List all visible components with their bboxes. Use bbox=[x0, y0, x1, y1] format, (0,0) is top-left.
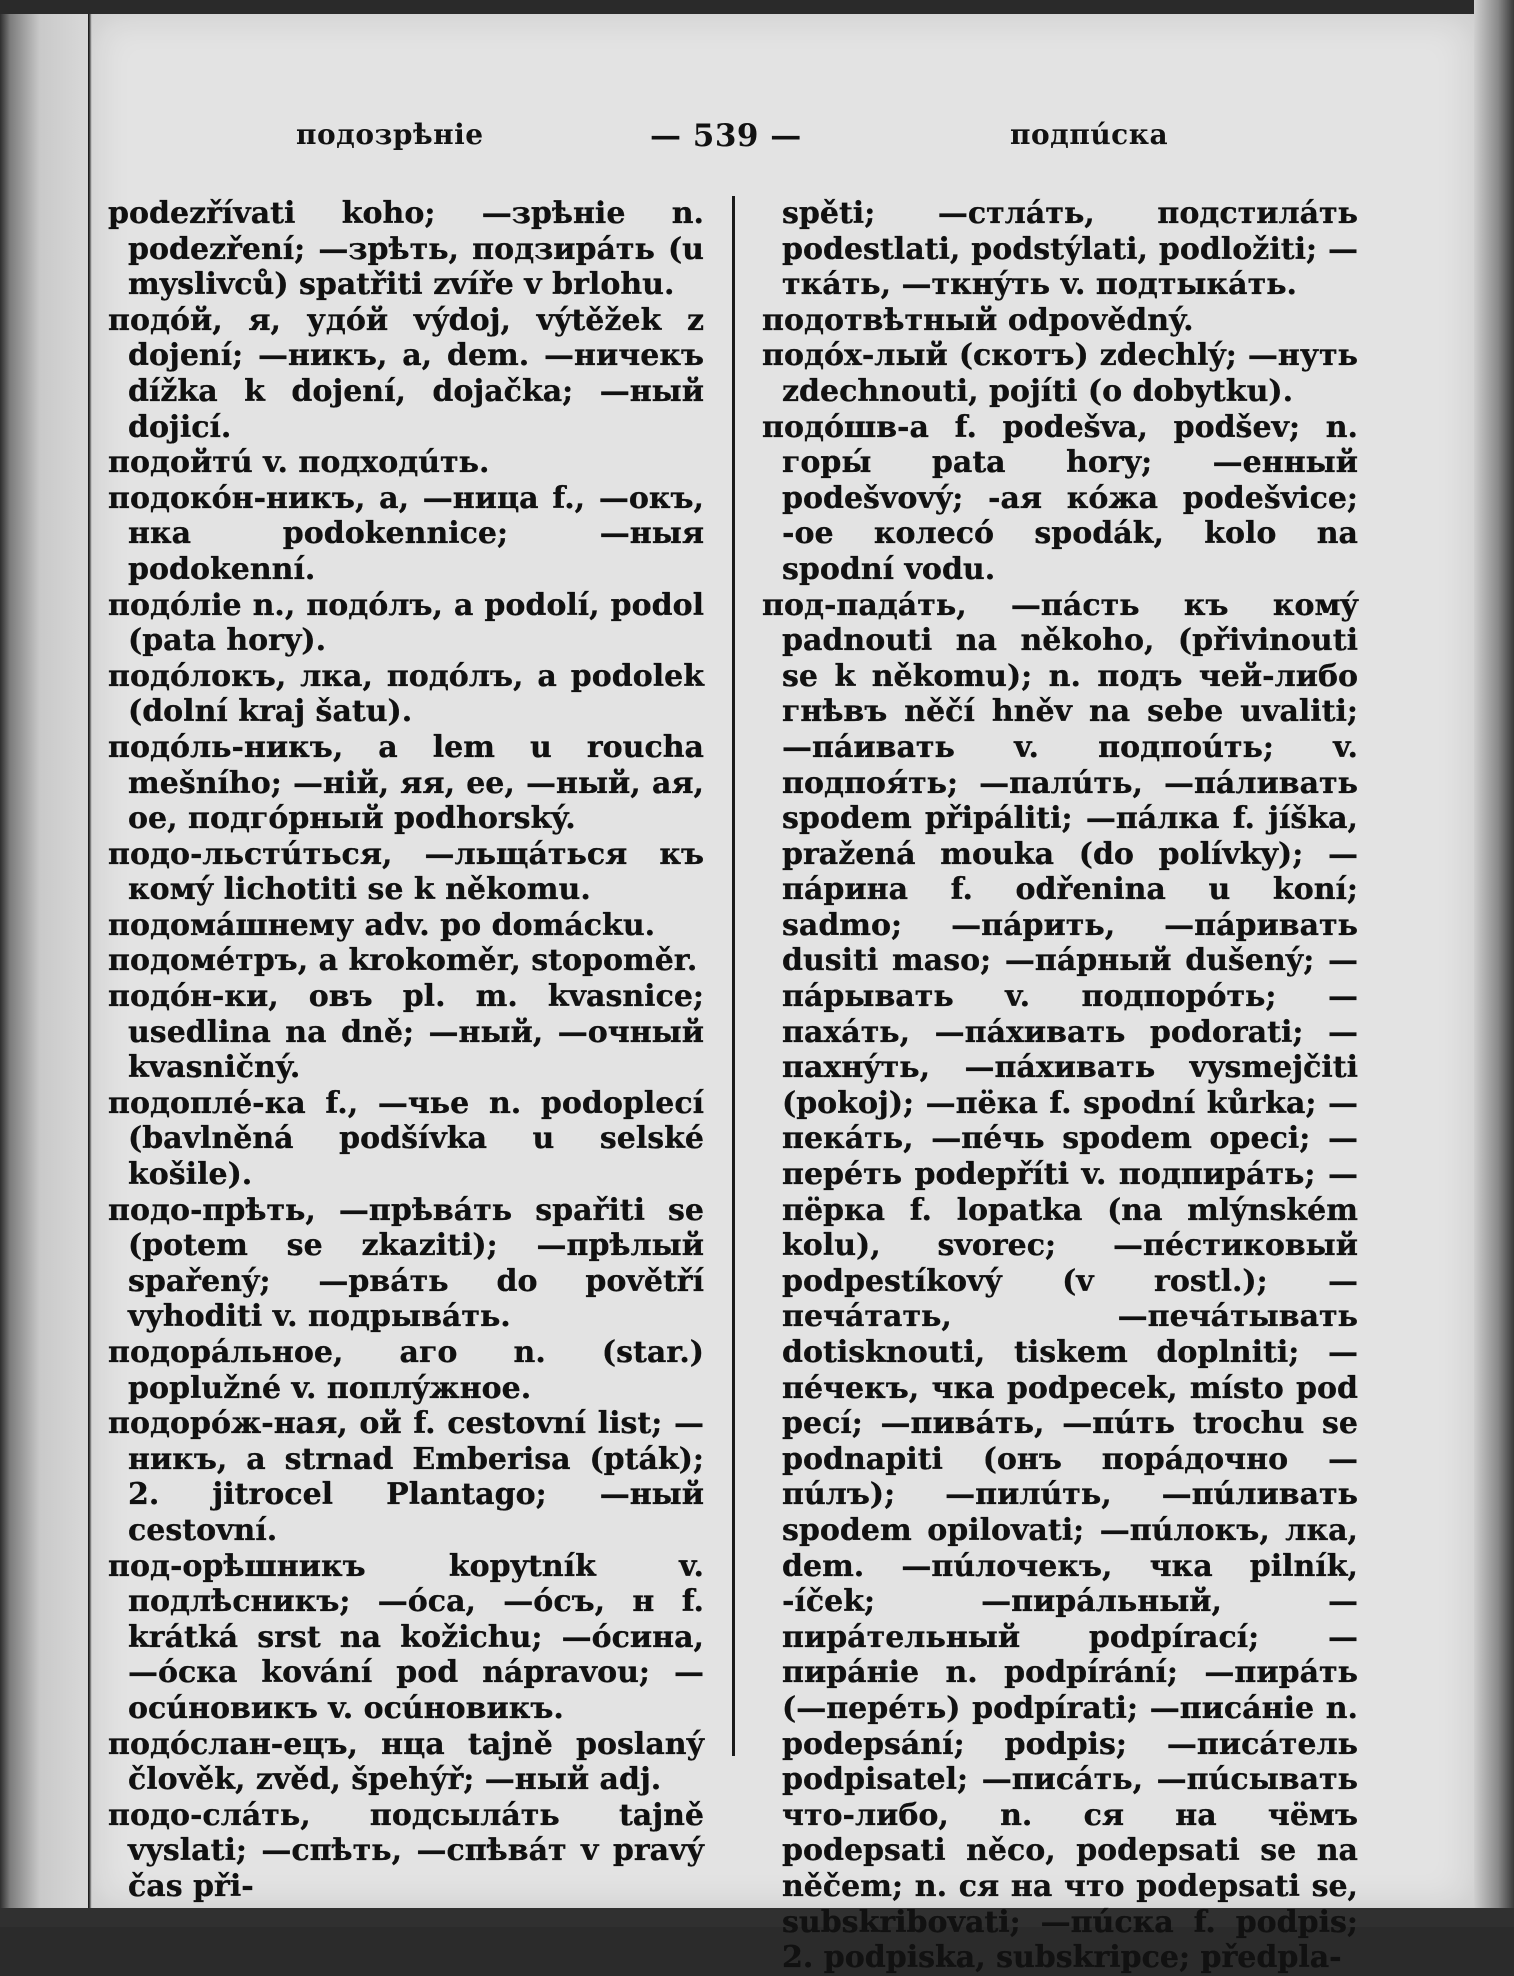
dictionary-entry: подокóн-никъ, a, —ница f., —окъ, нка podokennice; —ныя podokenní. bbox=[108, 480, 704, 587]
dictionary-entry: подóліе n., подóлъ, a podolí, podol (pata hory). bbox=[108, 587, 704, 659]
dictionary-entry: подóн-ки, овъ pl. m. kvasnice; usedlina na dně; —ный, —очный kvasničný. bbox=[108, 979, 704, 1086]
left-column bbox=[108, 196, 704, 1905]
right-column bbox=[762, 196, 1358, 1976]
dictionary-entry: подомáшнему adv. po domácku. bbox=[108, 907, 656, 943]
dictionary-entry: подо-льстúться, —льщáться къ комý lichotiti se k někomu. bbox=[108, 836, 704, 908]
dictionary-entry: под-падáть, —пáсть къ комý padnouti na někoho, (přivinouti se k někomu); n. подъ чей-либо гнѣвъ něčí hněv na sebe uvaliti; —пáивать v. подпоúть; v. подпоя́ть; —палúть, —пáливать spodem připáliti; —пáлка f. jíška, pražená mouka (do polívky); —пáрина f. odřenina u koní; sadmo; —пáрить, —пáривать dusiti maso; —пáрный dušený; —пáрывать v. подпорóть; —пахáть, —пáхивать podorati; —пахнýть, —пáхивать vysmejčiti (pokoj); —пёка f. spodní kůrka; —пекáть, —пéчь spodem opeci; —перéть podepříti v. подпирáть; —пёрка f. lopatka (na mlýnském kolu), svorec; —пéстиковый podpestíkový (v rostl.); —печáтать, —печáтывать dotisknouti, tiskem doplniti; —пéчекъ, чка podpecek, místo pod pecí; —пивáть, —пúть trochu se podnapiti (онъ порáдочно —пúлъ); —пилúть, —пúливать spodem opilovati; —пúлокъ, лка, dem. —пúлочекъ, чка pilník, -íček; —пирáльный, —пирáтельный podpírací; —пирáніе n. podpírání; —пирáть (—перéть) podpírati; —писáніе n. podepsání; podpis; —писáтель podpisatel; —писáть, —пúсывать что-либо, n. ся на чёмъ podepsati něco, podepsati se na něčem; n. ся на что podepsati se, subskribovati; —пúска f. podpis; 2. podpiska, subskripce; předpla- bbox=[762, 587, 1358, 1976]
column-divider bbox=[732, 196, 735, 1756]
dictionary-entry: подо-прѣть, —прѣвáть spařiti se (potem se zkaziti); —прѣлый spařený; —рвáть do povětří vyhoditi v. подрывáть. bbox=[108, 1192, 704, 1335]
scan-right-border bbox=[1474, 0, 1514, 1927]
dictionary-entry: spěti; —стлáть, подстилáть podestlati, podstýlati, podložiti; —ткáть, —ткнýть v. подтыкáть. bbox=[782, 196, 1358, 303]
dictionary-entry: подóй, я, удóй výdoj, výtěžek z dojení; —никъ, a, dem. —ничекъ dížka k dojení, dojačka; —ный dojicí. bbox=[108, 302, 704, 445]
dictionary-entry: подоплé-ка f., —чье n. podoplecí (bavlněná podšívka u selské košile). bbox=[108, 1085, 704, 1193]
running-head-left: подозрѣніе bbox=[296, 118, 484, 151]
dictionary-entry: подойтú v. подходúть. bbox=[108, 445, 490, 481]
dictionary-entry: podezřívati koho; —зрѣніе n. podezření; —зрѣть, подзирáть (u myslivců) spatřiti zvíře v brlohu. bbox=[108, 196, 704, 303]
dictionary-entry: подо-слáть, подсылáть tajně vyslati; —спѣть, —спѣвáт v pravý čas při- bbox=[108, 1797, 704, 1904]
dictionary-entry: подóх-лый (скотъ) zdechlý; —нуть zdechnouti, pojíti (o dobytku). bbox=[762, 338, 1358, 409]
dictionary-entry: подóлокъ, лка, подóлъ, a podolek (dolní kraj šatu). bbox=[108, 658, 704, 730]
dictionary-entry: подóшв-а f. podešva, podšev; n. горы́ pata hory; —енный podešvový; -ая кóжа podešvice; -ое колесó spodák, kolo na spodní vodu. bbox=[762, 409, 1358, 587]
dictionary-entry: подорóж-ная, ой f. cestovní list; —никъ, a strnad Emberisa (pták); 2. jitrocel Plantago; —ный cestovní. bbox=[108, 1406, 704, 1548]
dictionary-entry: под-орѣшникъ kopytník v. подлѣсникъ; —óса, —óсъ, н f. krátká srst na kožichu; —óсина, —óска kování pod nápravou; —осúновикъ v. осúновикъ. bbox=[108, 1548, 704, 1726]
dictionary-entry: подотвѣтный odpovědný. bbox=[762, 302, 1194, 338]
page-number: — 539 — bbox=[650, 118, 802, 154]
dictionary-entry: подомéтръ, a krokoměr, stopoměr. bbox=[108, 943, 698, 979]
scan-top-border bbox=[0, 0, 1514, 14]
previous-page-edge bbox=[0, 0, 88, 1927]
dictionary-entry: подóслан-ецъ, нца tajně poslaný člověk, zvěd, špehýř; —ный adj. bbox=[108, 1726, 704, 1798]
running-head-right: подпúска bbox=[1010, 118, 1169, 151]
dictionary-entry: подорáльное, аго n. (star.) poplužné v. поплýжное. bbox=[108, 1335, 704, 1406]
dictionary-entry: подóль-никъ, a lem u roucha mešního; —ній, яя, ее, —ный, ая, ое, подгóрный podhorský. bbox=[108, 729, 704, 837]
